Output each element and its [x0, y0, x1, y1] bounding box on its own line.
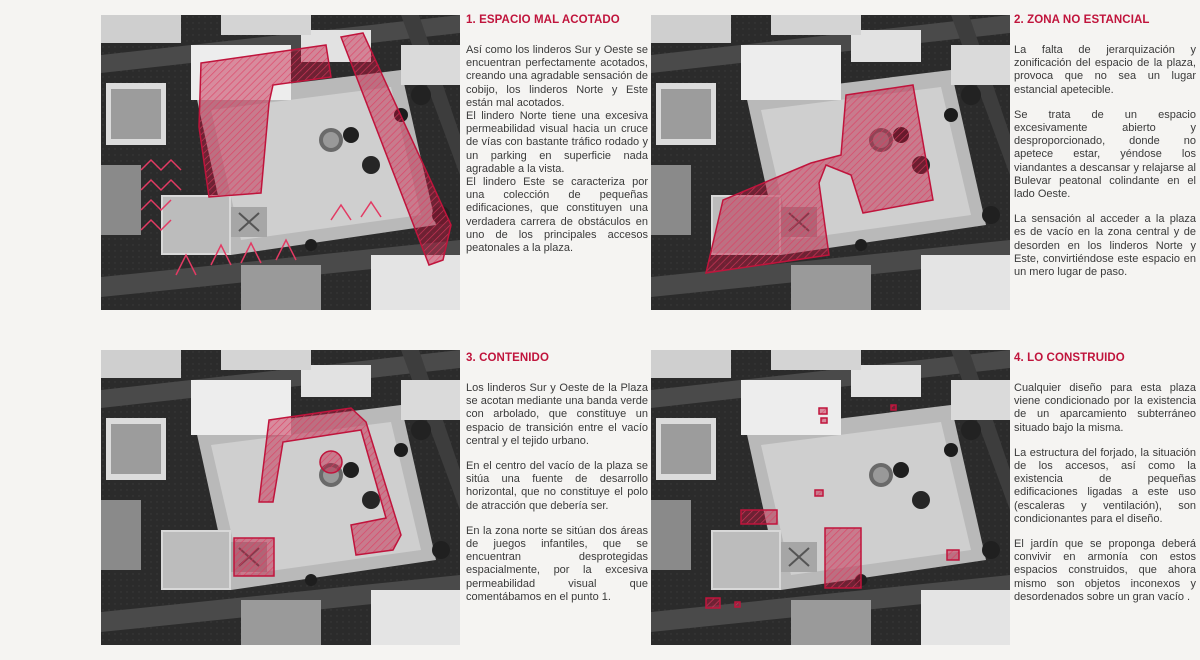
panel-2-paragraph-1: La falta de jerarquización y zonificación del espacio de la plaza, provoca que no sea un lugar estancial apetecible.: [1014, 44, 1196, 96]
aerial-map-3: [101, 350, 460, 645]
panel-2-paragraph-2: Se trata de un espacio excesivamente abierto y desproporcionado, donde no apetece estar, yéndose los viandantes a descansar y relajarse al Bulevar peatonal colindante en el lado Oeste.: [1014, 108, 1196, 201]
panel-4-title: 4. LO CONSTRUIDO: [1014, 352, 1125, 364]
panel-3-paragraph-1: Los linderos Sur y Oeste de la Plaza se acotan mediante una banda verde con arbolado, que constituye un espacio de transición entre el vacío central y el tejido urbano.: [466, 382, 648, 447]
panel-4-paragraph-2: La estructura del forjado, la situación de los accesos, así como la existencia de pequeñas edificaciones ligadas a este uso (escaleras y ventilación), son condicionantes para el diseño.: [1014, 446, 1196, 525]
panel-3-title: 3. CONTENIDO: [466, 352, 549, 364]
panel-1-text: [466, 14, 648, 255]
highlight-playground: [234, 538, 274, 576]
highlight-fountain: [320, 451, 342, 473]
panel-2-title: 2. ZONA NO ESTANCIAL: [1014, 14, 1150, 26]
aerial-map-4: [651, 350, 1010, 645]
aerial-map-1: [101, 15, 460, 310]
panel-1-paragraph-2: El lindero Norte tiene una excesiva permeabilidad visual hacia un cruce de vías con bastante tráfico rodado y un parking en superficie nada agradable a la vista.: [466, 110, 648, 175]
aerial-photo-3: [101, 350, 460, 645]
panel-1-paragraph-1: Así como los linderos Sur y Oeste se encuentran perfectamente acotados, creando una agradable sensación de cobijo, los linderos Norte y Este están mal acotados.: [466, 44, 648, 109]
panel-3-paragraph-2: En el centro del vacío de la plaza se sitúa una fuente de desarrollo horizontal, que no constituye el polo de atracción que debería ser.: [466, 460, 648, 512]
aerial-photo-2: [651, 15, 1010, 310]
panel-4-text: [1014, 352, 1196, 616]
panel-3-paragraph-3: En la zona norte se sitúan dos áreas de juegos infantiles, que se encuentran desprotegidas espacialmente, por la excesiva permeabilidad visual que comentábamos en el punto 1.: [466, 524, 648, 603]
panel-4-paragraph-1: Cualquier diseño para esta plaza viene condicionado por la existencia de un aparcamiento subterráneo situado bajo la misma.: [1014, 382, 1196, 434]
panel-2-paragraph-3: La sensación al acceder a la plaza es de vacío en la zona central y de desorden en los linderos Norte y Este, convirtiéndose este espacio en un mero lugar de paso.: [1014, 213, 1196, 279]
panel-1-title: 1. ESPACIO MAL ACOTADO: [466, 14, 620, 26]
aerial-photo-4: [651, 350, 1010, 645]
panel-4-paragraph-3: El jardín que se proponga deberá convivir en armonía con estos espacios construidos, que ahora mismo son objetos inconexos y desordenados sobre un gran vacío .: [1014, 538, 1196, 603]
panel-3-text: [466, 352, 648, 616]
aerial-photo-1: [101, 15, 460, 310]
aerial-map-2: [651, 15, 1010, 310]
panel-2-text: [1014, 14, 1196, 291]
panel-1-paragraph-3: El lindero Este se caracteriza por una colección de pequeñas edificaciones, que constituyen una verdadera carrera de obstáculos en uno de los principales accesos peatonales a la plaza.: [466, 176, 648, 255]
